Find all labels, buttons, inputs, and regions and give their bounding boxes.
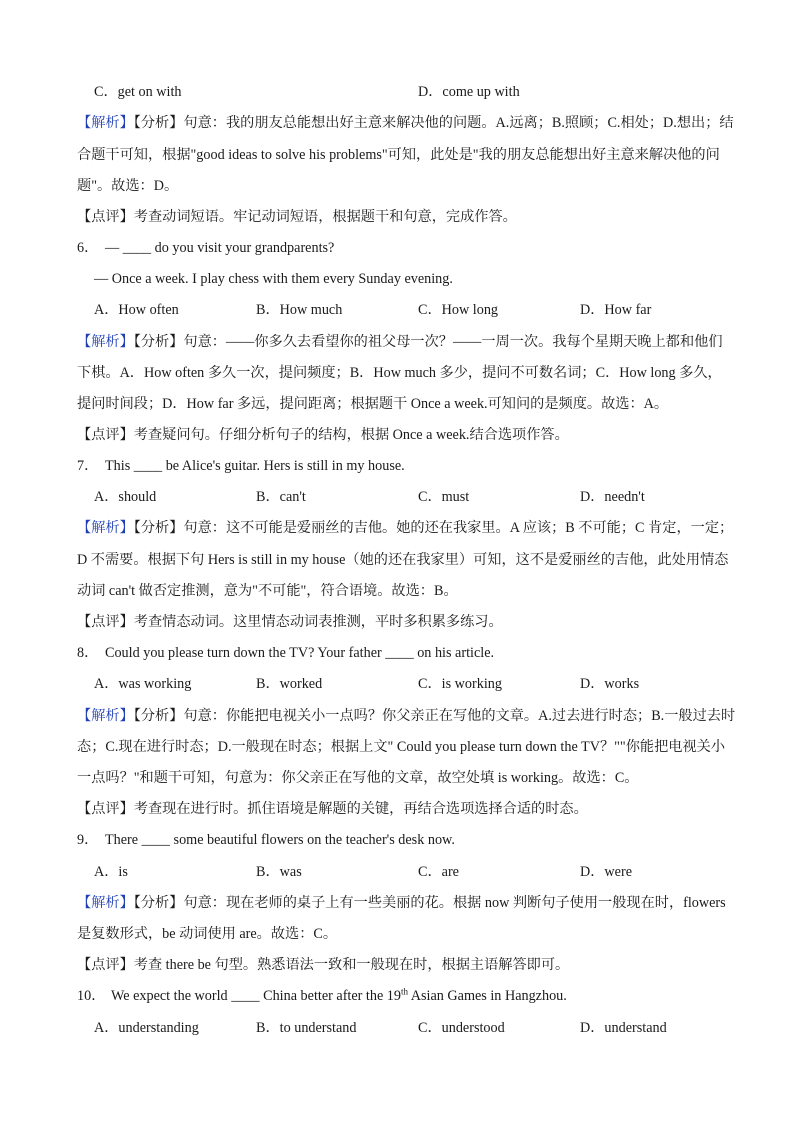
- q8-option-a: A．was working: [94, 676, 192, 692]
- q6-stem-2: — Once a week. I play chess with them every Sunday evening.: [94, 271, 453, 287]
- q10-option-c: C．understood: [418, 1020, 505, 1036]
- q6-option-b: B．How much: [256, 302, 343, 318]
- q7-analysis-line-3: 动词 can't 做否定推测，意为"不可能"，符合语境。故选：B。: [77, 583, 458, 599]
- q7-analysis-line-2: D 不需要。根据下句 Hers is still in my house（她的还在我家里）可知，这不是爱丽丝的吉他，此处用情态: [77, 552, 729, 568]
- q9-option-a: A．is: [94, 864, 128, 880]
- q7-stem: [77, 456, 405, 476]
- q8-option-b: B．worked: [256, 676, 323, 692]
- q6-analysis-line-1: [77, 332, 723, 352]
- analysis-tag: 【解析】: [77, 520, 134, 536]
- q10-option-d: D．understand: [580, 1020, 667, 1036]
- q8-stem: [77, 643, 494, 663]
- q10-stem: [77, 986, 567, 1006]
- question-stem: Could you please turn down the TV? Your father ____ on his article.: [105, 645, 495, 661]
- q8-option-d: D．works: [580, 676, 640, 692]
- q9-option-c: C．are: [418, 864, 459, 880]
- q6-analysis-line-2: 下棋。A．How often 多久一次，提问频度；B．How much 多少，提问不可数名词；C．How long 多久，: [77, 365, 722, 381]
- analysis-text: 【分析】句意：我的朋友总能想出好主意来解决他的问题。A.远离；B.照顾；C.相处；D.想出；结: [133, 115, 734, 131]
- question-stem: There ____ some beautiful flowers on the teacher's desk now.: [105, 832, 455, 848]
- superscript: th: [401, 986, 409, 997]
- q9-option-d: D．were: [580, 864, 632, 880]
- q8-comment: 【点评】考查现在进行时。抓住语境是解题的关键，再结合选项选择合适的时态。: [77, 801, 588, 817]
- question-stem: This ____ be Alice's guitar. Hers is still in my house.: [105, 458, 405, 474]
- q10-option-b: B．to understand: [256, 1020, 357, 1036]
- q5-option-d: D．come up with: [418, 84, 520, 100]
- q9-option-b: B．was: [256, 864, 302, 880]
- q6-comment: 【点评】考查疑问句。仔细分析句子的结构，根据 Once a week.结合选项作答。: [77, 427, 569, 443]
- q8-analysis-line-2: 态；C.现在进行时态；D.一般现在时态；根据上文" Could you please turn down the TV？""你能把电视关小: [77, 739, 726, 755]
- q6-option-c: C．How long: [418, 302, 499, 318]
- q6-analysis-line-3: 提问时间段；D．How far 多远，提问距离；根据题干 Once a week.可知问的是频度。故选：A。: [77, 396, 669, 412]
- question-number: 7．: [77, 458, 99, 474]
- analysis-text: 【分析】句意：现在老师的桌子上有一些美丽的花。根据 now 判断句子使用一般现在时，flowers: [133, 895, 726, 911]
- q7-option-c: C．must: [418, 489, 470, 505]
- q9-stem: [77, 830, 455, 850]
- question-number: 10．: [77, 988, 106, 1004]
- q6-stem: [77, 238, 334, 258]
- q7-option-d: D．needn't: [580, 489, 645, 505]
- q8-analysis-line-1: [77, 706, 735, 726]
- q6-option-d: D．How far: [580, 302, 652, 318]
- q5-analysis-line-1: [77, 113, 734, 133]
- q7-comment: 【点评】考查情态动词。这里情态动词表推测，平时多积累多练习。: [77, 614, 503, 630]
- q8-option-c: C．is working: [418, 676, 502, 692]
- question-number: 9．: [77, 832, 99, 848]
- q9-analysis-line-2: 是复数形式，be 动词使用 are。故选：C。: [77, 926, 338, 942]
- q5-analysis-line-3: 题"。故选：D。: [77, 178, 179, 194]
- q5-analysis-line-2: 合题干可知，根据"good ideas to solve his problems"可知，此处是"我的朋友总能想出好主意来解决他的问: [77, 147, 720, 163]
- question-number: 8．: [77, 645, 99, 661]
- analysis-tag: 【解析】: [77, 708, 134, 724]
- q8-analysis-line-3: 一点吗？"和题干可知，句意为：你父亲正在写他的文章，故空处填 is working。故选：C。: [77, 770, 639, 786]
- analysis-text: 【分析】句意：你能把电视关小一点吗？你父亲正在写他的文章。A.过去进行时态；B.一般过去时: [133, 708, 736, 724]
- q5-comment: 【点评】考查动词短语。牢记动词短语，根据题干和句意，完成作答。: [77, 209, 517, 225]
- q9-analysis-line-1: [77, 893, 726, 913]
- q7-option-b: B．can't: [256, 489, 306, 505]
- analysis-text: 【分析】句意：这不可能是爱丽丝的吉他。她的还在我家里。A 应该；B 不可能；C 肯定，一定；: [133, 520, 734, 536]
- question-stem: — ____ do you visit your grandparents?: [105, 240, 335, 256]
- question-stem-end: Asian Games in Hangzhou.: [408, 988, 567, 1004]
- analysis-tag: 【解析】: [77, 895, 134, 911]
- analysis-tag: 【解析】: [77, 334, 134, 350]
- q6-option-a: A．How often: [94, 302, 179, 318]
- question-stem: We expect the world ____ China better after the 19: [111, 988, 401, 1004]
- analysis-tag: 【解析】: [77, 115, 134, 131]
- analysis-text: 【分析】句意：——你多久去看望你的祖父母一次？——一周一次。我每个星期天晚上都和他们: [133, 334, 723, 350]
- q9-comment: 【点评】考查 there be 句型。熟悉语法一致和一般现在时，根据主语解答即可。: [77, 957, 570, 973]
- q5-option-c: C．get on with: [94, 84, 182, 100]
- q7-analysis-line-1: [77, 518, 733, 538]
- q7-option-a: A．should: [94, 489, 157, 505]
- question-number: 6．: [77, 240, 99, 256]
- q10-option-a: A．understanding: [94, 1020, 199, 1036]
